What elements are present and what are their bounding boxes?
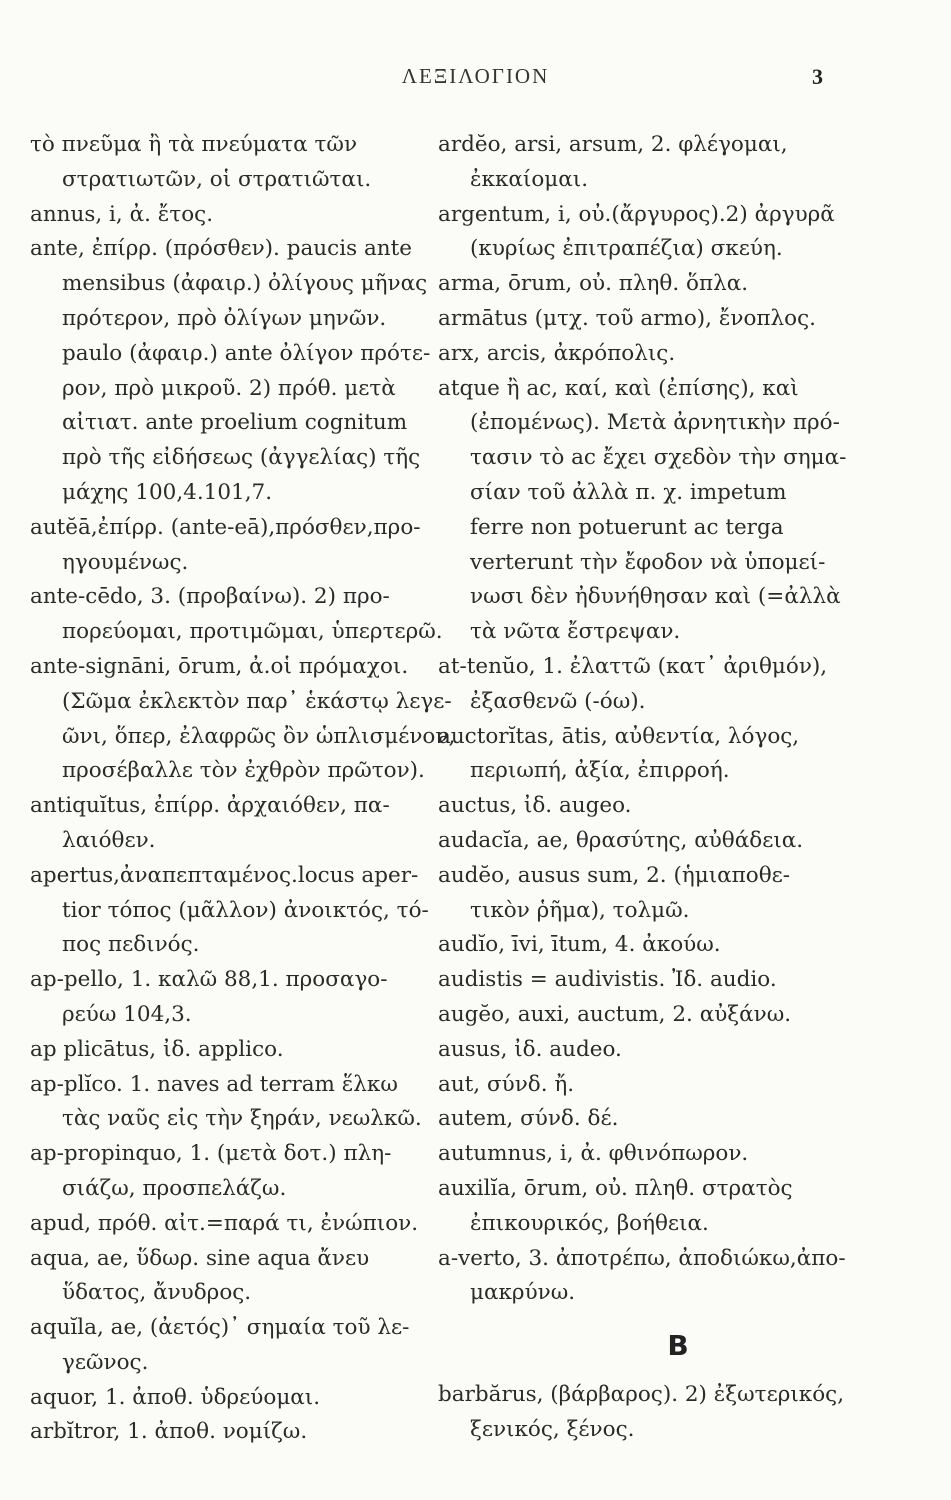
section-letter-b: B (667, 1329, 689, 1363)
entry-continuation: tior τόπος (μᾶλλον) ἀνοικτός, τό- (62, 897, 429, 923)
entry-continuation: mensibus (ἀφαιρ.) ὀλίγους μῆνας (62, 271, 428, 297)
entry-headline: a-verto, 3. ἀποτρέπω, ἀποδιώκω,ἀπο- (438, 1245, 846, 1271)
entry-continuation: σίαν τοῦ ἀλλὰ π. χ. impetum (470, 479, 787, 505)
entry-continuation: ρεύω 104,3. (62, 1001, 192, 1027)
page-number: 3 (812, 64, 823, 89)
entry-continuation: λαιόθεν. (62, 827, 156, 853)
dictionary-entry (438, 337, 918, 372)
entry-headline: aqua, ae, ὕδωρ. sine aqua ἄνευ (30, 1245, 370, 1271)
dictionary-entry (438, 928, 918, 963)
entry-headline: apud, πρόθ. αἰτ.=παρά τι, ἐνώπιον. (30, 1210, 419, 1236)
right-column (438, 128, 918, 1447)
dictionary-entry (438, 650, 918, 720)
dictionary-entry (30, 789, 450, 859)
entry-continuation: ἐπικουρικός, βοήθεια. (470, 1210, 709, 1236)
entry-headline: arbĭtror, 1. ἀποθ. νομίζω. (30, 1419, 308, 1445)
entry-continuation: νωσι δὲν ἠδυνήθησαν καὶ (=ἀλλὰ (470, 584, 841, 610)
entry-headline: ante-cēdo, 3. (προβαίνω). 2) προ- (30, 584, 390, 610)
dictionary-entry (438, 1378, 918, 1448)
entry-headline: argentum, i, οὐ.(ἄργυρος).2) ἀργυρᾶ (438, 201, 835, 227)
entry-headline: aquĭla, ae, (ἀετός)᾽ σημαία τοῦ λε- (30, 1315, 410, 1341)
dictionary-entry (438, 963, 918, 998)
entry-continuation: τασιν τὸ ac ἔχει σχεδὸν τὴν σημα- (470, 445, 847, 471)
entry-continuation: ferre non potuerunt ac terga (470, 514, 784, 540)
dictionary-entry (30, 1415, 450, 1450)
entry-continuation: πρὸ τῆς εἰδήσεως (ἀγγελίας) τῆς (62, 445, 421, 471)
right-column-b-entries (438, 1378, 918, 1448)
entry-headline: antiquĭtus, ἐπίρρ. ἀρχαιόθεν, πα- (30, 793, 390, 819)
entry-continuation: προσέβαλλε τὸν ἐχθρὸν πρῶτον). (62, 758, 425, 784)
entry-continuation: ἐξασθενῶ (-όω). (470, 688, 646, 714)
entry-headline: ausus, ἰδ. audeo. (438, 1036, 622, 1062)
dictionary-entry (30, 650, 456, 789)
entry-headline: apertus,ἀναπεπταμένος.locus aper- (30, 862, 419, 888)
entry-headline: atque ἢ ac, καί, καὶ (ἐπίσης), καὶ (438, 375, 799, 401)
entry-continuation: ρον, πρὸ μικροῦ. 2) πρόθ. μετὰ (62, 375, 396, 401)
entry-headline: barbărus, (βάρβαρος). 2) ἐξωτερικός, (438, 1381, 845, 1407)
dictionary-entry (438, 1137, 918, 1172)
entry-continuation: αἰτιατ. ante proelium cognitum (62, 410, 408, 436)
entry-headline: audistis = audivistis. Ἰδ. audio. (438, 967, 777, 993)
entry-headline: arma, ōrum, οὐ. πληθ. ὅπλα. (438, 271, 749, 297)
dictionary-entry (438, 1242, 918, 1312)
entry-continuation: πρότερον, πρὸ ὀλίγων μηνῶν. (62, 305, 387, 331)
running-header (0, 64, 951, 96)
dictionary-entry (438, 1172, 918, 1242)
entry-headline: ap-plĭco. 1. naves ad terram ἕλκω (30, 1071, 398, 1097)
dictionary-entry (30, 1068, 450, 1138)
entry-headline: armātus (μτχ. τοῦ armo), ἔνοπλος. (438, 305, 816, 331)
dictionary-entry (438, 1068, 918, 1103)
dictionary-entry (438, 267, 918, 302)
dictionary-entry (438, 302, 918, 337)
entry-headline: autĕā,ἐπίρρ. (ante-eā),πρόσθεν,προ- (30, 514, 421, 540)
entry-headline: audĕo, ausus sum, 2. (ἡμιαποθε- (438, 862, 791, 888)
entry-headline: τὸ πνεῦμα ἢ τὰ πνεύματα τῶν (30, 132, 358, 157)
entry-headline: arx, arcis, ἀκρόπολις. (438, 340, 676, 366)
page-title: ΛΕΞΙΛΟΓΙΟΝ (401, 64, 550, 88)
entry-headline: ante, ἐπίρρ. (πρόσθεν). paucis ante (30, 236, 412, 262)
entry-continuation: γεῶνος. (62, 1349, 149, 1375)
entry-continuation: τὰς ναῦς εἰς τὴν ξηράν, νεωλκῶ. (62, 1106, 422, 1132)
dictionary-entry (30, 1381, 450, 1416)
entry-headline: augĕo, auxi, auctum, 2. αὐξάνω. (438, 1001, 792, 1027)
dictionary-entry (30, 1033, 450, 1068)
entry-continuation: (ἐπομένως). Μετὰ ἀρνητικὴν πρό- (470, 410, 840, 436)
dictionary-entry (30, 963, 450, 1033)
entry-continuation: τὰ νῶτα ἔστρεψαν. (470, 619, 681, 645)
entry-continuation: verterunt τὴν ἔφοδον νὰ ὑπομεί- (470, 549, 826, 575)
entry-continuation: πος πεδινός. (62, 932, 200, 958)
right-column-a-entries (438, 128, 918, 1311)
entry-headline: aut, σύνδ. ἤ. (438, 1071, 575, 1097)
entry-continuation: πορεύομαι, προτιμῶμαι, ὑπερτερῶ. (62, 619, 443, 645)
entry-continuation: μάχης 100,4.101,7. (62, 479, 273, 505)
dictionary-entry (438, 372, 918, 650)
entry-headline: auctus, ἰδ. augeo. (438, 793, 632, 819)
dictionary-entry (30, 128, 450, 198)
entry-headline: audacĭa, ae, θρασύτης, αὐθάδεια. (438, 827, 804, 853)
dictionary-entry (438, 720, 918, 790)
dictionary-entry (30, 198, 450, 233)
dictionary-entry (30, 1207, 450, 1242)
dictionary-entry (438, 1102, 918, 1137)
entry-continuation: σιάζω, προσπελάζω. (62, 1175, 287, 1201)
dictionary-entry (438, 789, 918, 824)
entry-continuation: τικὸν ῥῆμα), τολμῶ. (470, 897, 690, 923)
dictionary-entry (30, 1137, 450, 1207)
entry-headline: autumnus, i, ἀ. φθινόπωρον. (438, 1141, 749, 1167)
dictionary-entry (438, 128, 918, 198)
entry-continuation: μακρύνω. (470, 1280, 576, 1306)
entry-continuation: ἐκκαίομαι. (470, 166, 589, 192)
dictionary-entry (438, 198, 918, 268)
dictionary-entry (438, 998, 918, 1033)
entry-headline: autem, σύνδ. δέ. (438, 1106, 619, 1132)
entry-continuation: ξενικός, ξένος. (470, 1416, 635, 1442)
left-column (30, 128, 456, 1450)
dictionary-entry (30, 1242, 450, 1312)
entry-headline: ap plicātus, ἰδ. applico. (30, 1036, 284, 1062)
entry-continuation: ὕδατος, ἄνυδρος. (62, 1280, 252, 1306)
dictionary-entry (438, 824, 918, 859)
dictionary-entry (438, 1033, 918, 1068)
entry-headline: annus, i, ἀ. ἔτος. (30, 201, 214, 227)
entry-continuation: στρατιωτῶν, οἱ στρατιῶται. (62, 166, 372, 192)
entry-headline: ap-pello, 1. καλῶ 88,1. προσαγο- (30, 967, 388, 993)
entry-headline: aquor, 1. ἀποθ. ὑδρεύομαι. (30, 1384, 321, 1410)
entry-continuation: ῶνι, ὅπερ, ἐλαφρῶς ὂν ὡπλισμένον, (62, 723, 456, 749)
entry-headline: ardĕo, arsi, arsum, 2. φλέγομαι, (438, 132, 788, 157)
dictionary-entry (30, 1311, 450, 1381)
entry-headline: auxilĭa, ōrum, οὐ. πληθ. στρατὸς (438, 1175, 793, 1201)
entry-headline: ap-propinquo, 1. (μετὰ δοτ.) πλη- (30, 1141, 392, 1167)
dictionary-entry (30, 511, 450, 581)
entry-headline: audĭo, īvi, ītum, 4. ἀκούω. (438, 932, 721, 958)
dictionary-entry (438, 859, 918, 929)
entry-continuation: (κυρίως ἐπιτραπέζια) σκεύη. (470, 236, 783, 262)
entry-continuation: (Σῶμα ἐκλεκτὸν παρ᾽ ἑκάστῳ λεγε- (62, 688, 452, 714)
entry-headline: ante-signāni, ōrum, ἀ.οἱ πρόμαχοι. (30, 653, 409, 679)
dictionary-entry (30, 232, 450, 510)
entry-continuation: περιωπή, ἀξία, ἐπιρροή. (470, 758, 730, 784)
dictionary-entry (30, 580, 450, 650)
entry-headline: auctorĭtas, ātis, αὐθεντία, λόγος, (438, 723, 800, 749)
entry-headline: at-tenŭo, 1. ἐλαττῶ (κατ᾽ ἀριθμόν), (438, 653, 828, 679)
dictionary-entry (30, 859, 450, 963)
entry-continuation: ηγουμένως. (62, 549, 189, 575)
entry-continuation: paulo (ἀφαιρ.) ante ὀλίγον πρότε- (62, 340, 431, 366)
